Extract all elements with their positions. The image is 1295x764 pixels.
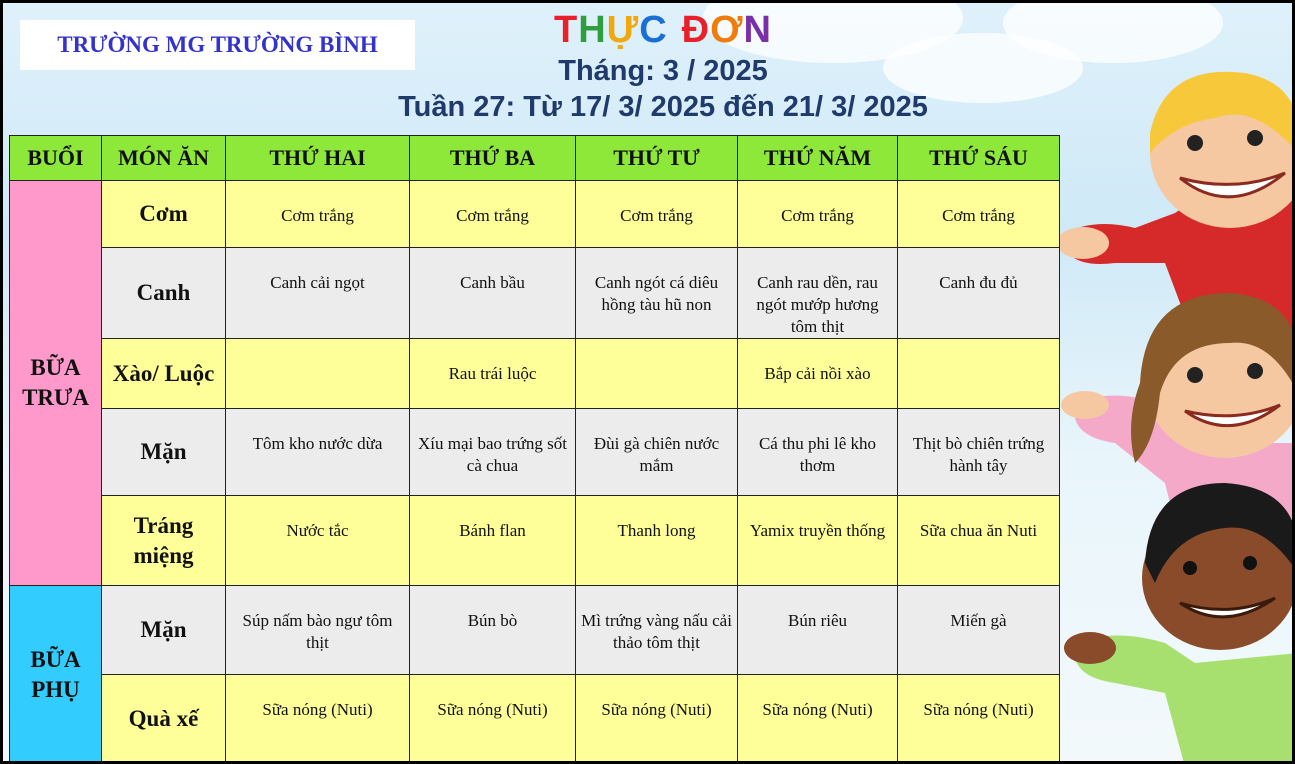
menu-cell: Mì trứng vàng nấu cải thảo tôm thịt [576,586,738,675]
header-tuesday: THỨ BA [410,136,576,181]
weekly-menu-table [9,135,1060,764]
table-row [10,339,1060,409]
header-session: BUỔI [10,136,102,181]
session-snack: BỮA PHỤ [10,586,102,764]
menu-title [263,7,1063,53]
girl-eye [1247,363,1263,379]
menu-cell: Tôm kho nước dừa [226,409,410,496]
menu-cell: Cơm trắng [226,181,410,248]
menu-cell: Cơm trắng [410,181,576,248]
dish-label: Mặn [102,409,226,496]
cartoon-kids-illustration [1055,43,1295,764]
boy2-hand [1064,632,1116,664]
title-letter: Đ [681,9,711,51]
menu-cell: Cá thu phi lê kho thơm [738,409,898,496]
menu-cell: Canh đu đủ [898,248,1060,339]
menu-cell: Thanh long [576,496,738,586]
dish-label: Quà xế [102,675,226,764]
girl-hand [1061,391,1109,419]
girl-eye [1187,367,1203,383]
menu-cell: Rau trái luộc [410,339,576,409]
menu-cell: Súp nấm bào ngư tôm thịt [226,586,410,675]
dish-label: Mặn [102,586,226,675]
title-letter: Ự [606,9,640,51]
header-row [10,136,1060,181]
menu-cell: Bánh flan [410,496,576,586]
dish-label: Cơm [102,181,226,248]
menu-cell [898,339,1060,409]
week-line: Tuần 27: Từ 17/ 3/ 2025 đến 21/ 3/ 2025 [398,91,928,123]
menu-cell: Cơm trắng [898,181,1060,248]
menu-cell: Bún riêu [738,586,898,675]
menu-cell: Sữa nóng (Nuti) [576,675,738,764]
boy-eye [1247,130,1263,146]
menu-cell [576,339,738,409]
header-monday: THỨ HAI [226,136,410,181]
menu-cell: Sữa chua ăn Nuti [898,496,1060,586]
menu-cell: Canh bầu [410,248,576,339]
menu-cell: Sữa nóng (Nuti) [738,675,898,764]
menu-cell: Sữa nóng (Nuti) [226,675,410,764]
session-lunch: BỮA TRƯA [10,181,102,586]
title-letter: T [554,9,579,51]
dish-label: Xào/ Luộc [102,339,226,409]
table-row [10,409,1060,496]
menu-cell: Cơm trắng [738,181,898,248]
table-row [10,496,1060,586]
boy2-eye [1243,556,1257,570]
menu-cell: Bún bò [410,586,576,675]
menu-cell: Canh rau dền, rau ngót mướp hương tôm thịt [738,248,898,339]
table-row [10,181,1060,248]
menu-cell: Bắp cải nồi xào [738,339,898,409]
menu-cell: Sữa nóng (Nuti) [898,675,1060,764]
menu-cell: Canh ngót cá diêu hồng tàu hũ non [576,248,738,339]
table-row [10,248,1060,339]
menu-cell: Yamix truyền thống [738,496,898,586]
title-block [263,7,1063,125]
menu-cell: Đùi gà chiên nước mắm [576,409,738,496]
menu-cell: Cơm trắng [576,181,738,248]
header-thursday: THỨ NĂM [738,136,898,181]
boy-hand [1057,227,1109,259]
menu-cell: Thịt bò chiên trứng hành tây [898,409,1060,496]
title-letter: Ơ [710,9,744,51]
menu-cell: Nước tắc [226,496,410,586]
school-name: TRƯỜNG MG TRƯỜNG BÌNH [57,32,378,57]
header-dish: MÓN ĂN [102,136,226,181]
month-line: Tháng: 3 / 2025 [558,55,768,87]
boy-eye [1187,135,1203,151]
menu-cell: Canh cải ngọt [226,248,410,339]
menu-cell: Sữa nóng (Nuti) [410,675,576,764]
header-friday: THỨ SÁU [898,136,1060,181]
header-wednesday: THỨ TƯ [576,136,738,181]
menu-cell: Miến gà [898,586,1060,675]
menu-cell: Xíu mại bao trứng sốt cà chua [410,409,576,496]
title-letter: H [578,9,607,51]
title-letter: C [639,9,668,51]
menu-cell [226,339,410,409]
dish-label: Tráng miệng [102,496,226,586]
title-letter: N [743,9,772,51]
table-row [10,586,1060,675]
dish-label: Canh [102,248,226,339]
table-row [10,675,1060,764]
boy2-eye [1183,561,1197,575]
